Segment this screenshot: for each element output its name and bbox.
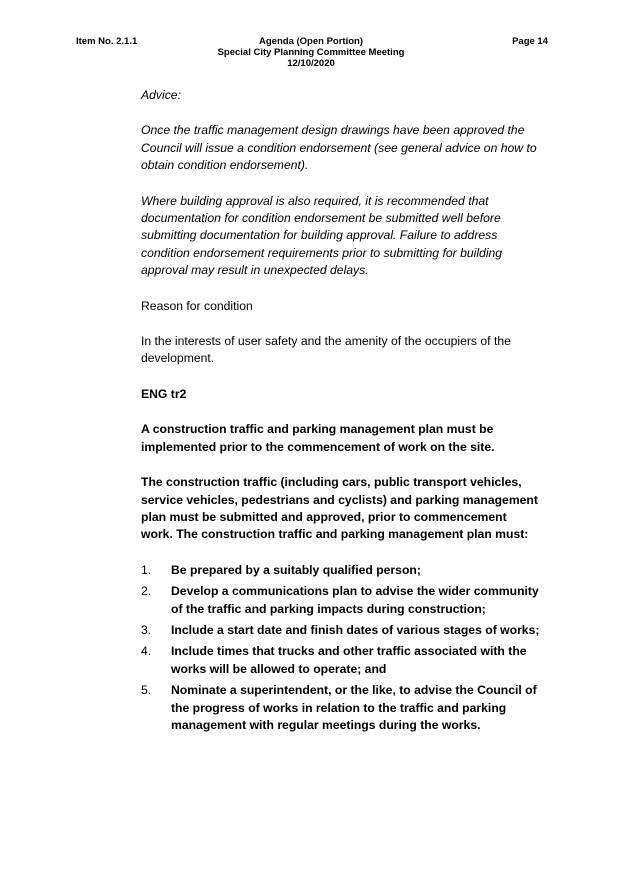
condition-paragraph-2: The construction traffic (including cars, public transport vehicles, service vehicles, pedestrians and cyclists) and parking management plan must be submitted and approved, prior to commencement work. The construction traffic and parking management plan must: [141,475,538,542]
list-item [141,643,541,678]
list-item-number: 2. [141,584,152,599]
list-item-number: 5. [141,683,152,698]
agenda-title: Agenda (Open Portion) [259,36,363,47]
meeting-title: Special City Planning Committee Meeting [217,47,405,58]
list-item [141,562,541,579]
condition-paragraph-1: A construction traffic and parking management plan must be implemented prior to the commencement of work on the site. [141,422,495,454]
list-item-text: Be prepared by a suitably qualified person; [171,562,421,577]
item-number: Item No. 2.1.1 [76,36,138,47]
list-item-text: Include times that trucks and other traffic associated with the works will be allowed to operate; and [171,644,527,676]
meeting-date: 12/10/2020 [287,58,335,69]
list-item-number: 1. [141,562,152,577]
list-item-text: Develop a communications plan to advise the wider community of the traffic and parking impacts during construction; [171,584,539,616]
list-item-number: 4. [141,644,152,659]
reason-heading: Reason for condition [141,298,253,313]
list-item [141,682,541,734]
reason-text: In the interests of user safety and the amenity of the occupiers of the development. [141,334,511,366]
list-item-text: Nominate a superintendent, or the like, to advise the Council of the progress of works in relation to the traffic and parking management with regular meetings during the works. [171,683,537,732]
list-item-number: 3. [141,622,152,637]
condition-code: ENG tr2 [141,386,187,401]
requirements-list [141,562,541,735]
advice-heading: Advice: [141,88,181,102]
page-number: Page 14 [512,36,548,47]
document-body [141,87,541,747]
list-item [141,622,541,639]
list-item-text: Include a start date and finish dates of various stages of works; [171,622,540,637]
page-header [0,36,622,76]
advice-paragraph-2: Where building approval is also required, it is recommended that documentation for condition endorsement be submitted well before submitting documentation for building approval. Failure to address condition endorsement requirements prior to submitting for building approval may result in unexpected delays. [141,193,503,278]
advice-paragraph-1: Once the traffic management design drawings have been approved the Council will issue a condition endorsement (see general advice on how to obtain condition endorsement). [141,123,537,173]
list-item [141,583,541,618]
